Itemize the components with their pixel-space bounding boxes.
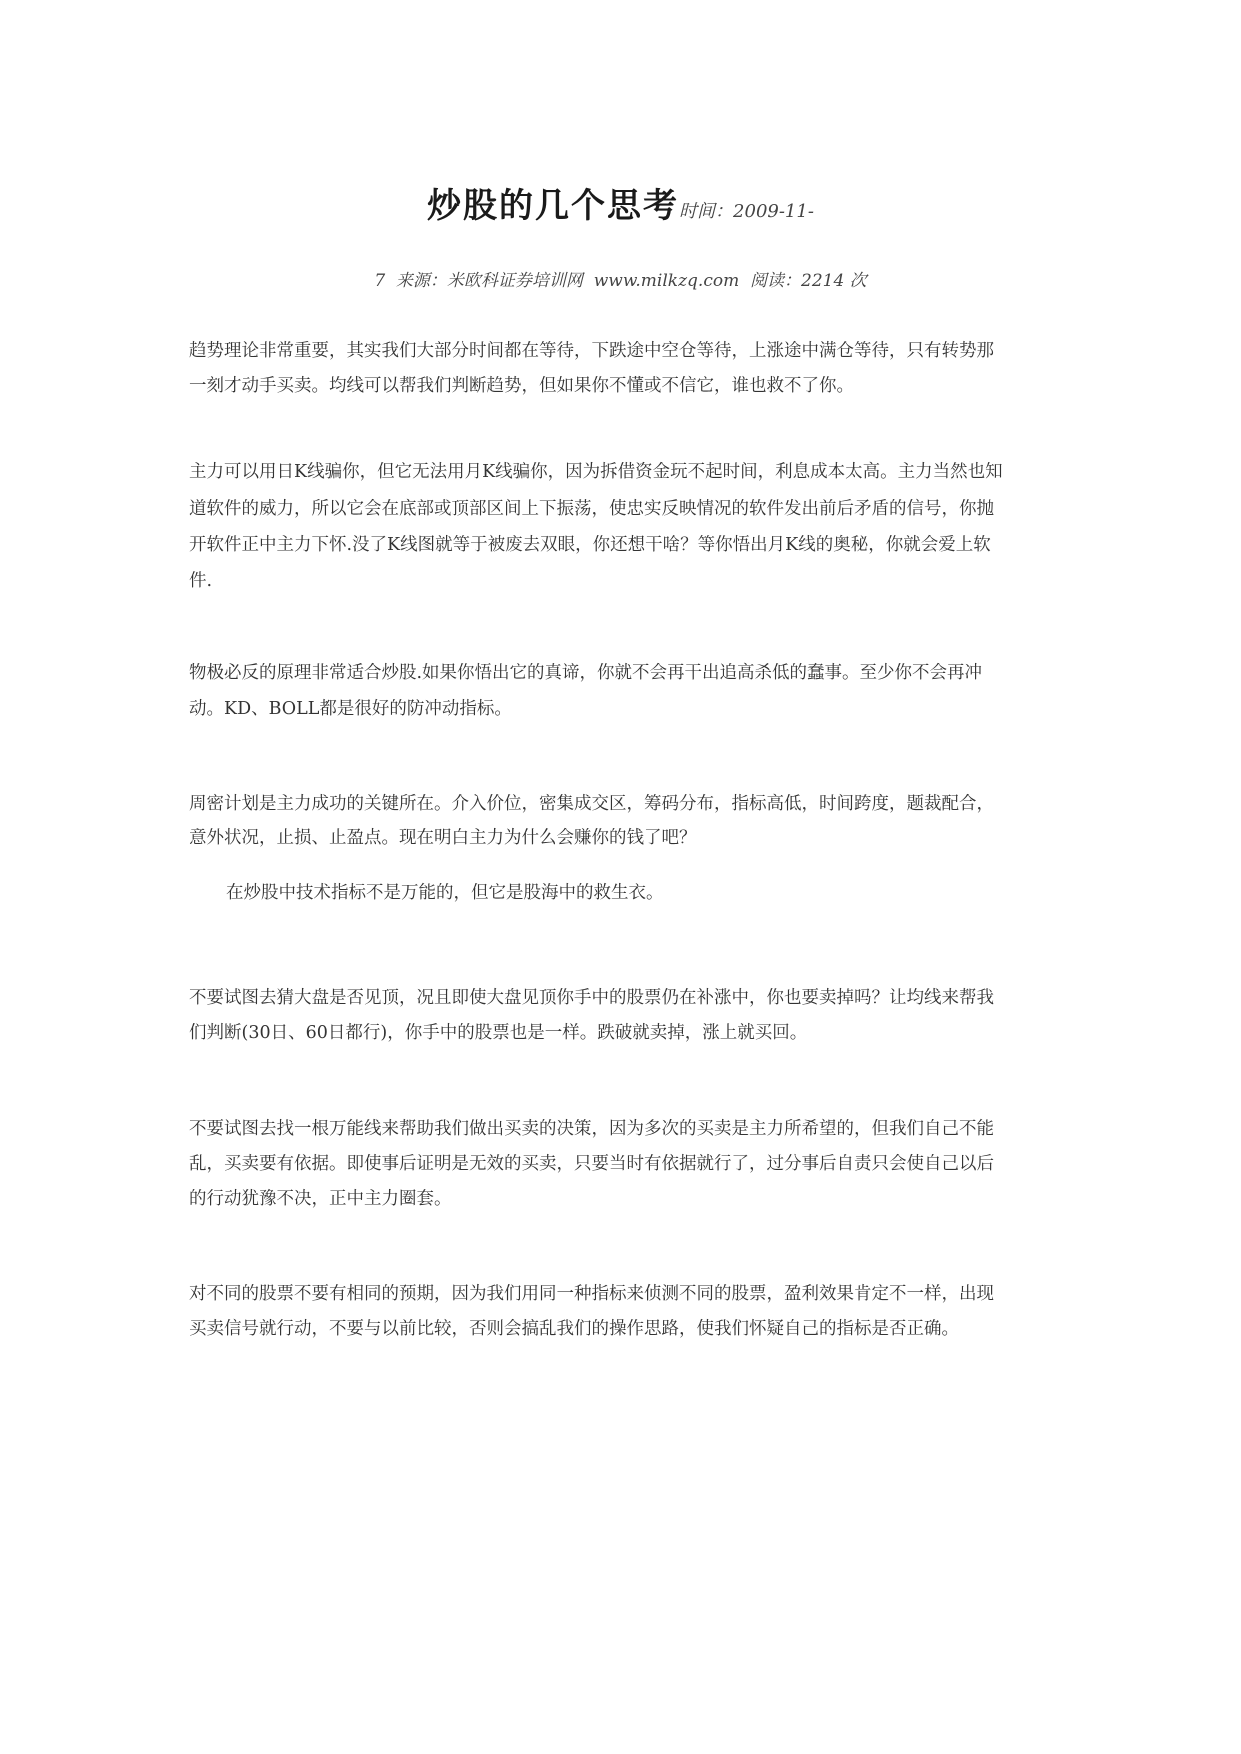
paragraph-line: 在炒股中技术指标不是万能的，但它是股海中的救生衣。 (226, 883, 664, 903)
paragraph-line: 的行动犹豫不决，正中主力圈套。 (189, 1189, 452, 1209)
paragraph-line: 一刻才动手买卖。均线可以帮我们判断趋势，但如果你不懂或不信它，谁也救不了你。 (189, 376, 854, 396)
paragraph-line: 物极必反的原理非常适合炒股.如果你悟出它的真谛，你就不会再干出追高杀低的蠢事。至少你不会再冲 (189, 663, 983, 683)
paragraph-line: 开软件正中主力下怀.没了K线图就等于被废去双眼，你还想干啥？等你悟出月K线的奥秘，你就会爱上软 (189, 535, 991, 555)
paragraph-line: 趋势理论非常重要，其实我们大部分时间都在等待，下跌途中空仓等待，上涨途中满仓等待，只有转势那 (189, 341, 994, 361)
paragraph-line: 们判断(30日、60日都行)，你手中的股票也是一样。跌破就卖掉，涨上就买回。 (189, 1023, 808, 1043)
paragraph-line: 不要试图去猜大盘是否见顶，况且即使大盘见顶你手中的股票仍在补涨中，你也要卖掉吗？让均线来帮我 (189, 988, 994, 1008)
paragraph-line: 意外状况，止损、止盈点。现在明白主力为什么会赚你的钱了吧？ (189, 828, 697, 848)
paragraph-line: 道软件的威力，所以它会在底部或顶部区间上下振荡，使忠实反映情况的软件发出前后矛盾的信号，你抛 (189, 499, 994, 519)
source-meta-line: 7 来源：米欧科证券培训网 www.milkzq.com 阅读：2214 次 (374, 271, 867, 291)
document-title: 炒股的几个思考 (427, 186, 680, 226)
paragraph-line: 周密计划是主力成功的关键所在。介入价位，密集成交区，筹码分布，指标高低，时间跨度，题裁配合， (189, 794, 994, 814)
paragraph-line: 动。KD、BOLL都是很好的防冲动指标。 (189, 699, 512, 719)
title-line (0, 178, 1241, 227)
paragraph-line: 不要试图去找一根万能线来帮助我们做出买卖的决策，因为多次的买卖是主力所希望的，但我们自己不能 (189, 1119, 994, 1139)
paragraph-line: 主力可以用日K线骗你，但它无法用月K线骗你，因为拆借资金玩不起时间，利息成本太高。主力当然也知 (189, 462, 1003, 482)
paragraph-line: 买卖信号就行动，不要与以前比较，否则会搞乱我们的操作思路，使我们怀疑自己的指标是否正确。 (189, 1319, 959, 1339)
publish-time-label: 时间：2009-11- (679, 201, 814, 222)
paragraph-line: 对不同的股票不要有相同的预期，因为我们用同一种指标来侦测不同的股票，盈利效果肯定不一样，出现 (189, 1284, 994, 1304)
paragraph-line: 件. (189, 571, 213, 591)
paragraph-line: 乱，买卖要有依据。即使事后证明是无效的买卖，只要当时有依据就行了，过分事后自责只会使自己以后 (189, 1154, 994, 1174)
